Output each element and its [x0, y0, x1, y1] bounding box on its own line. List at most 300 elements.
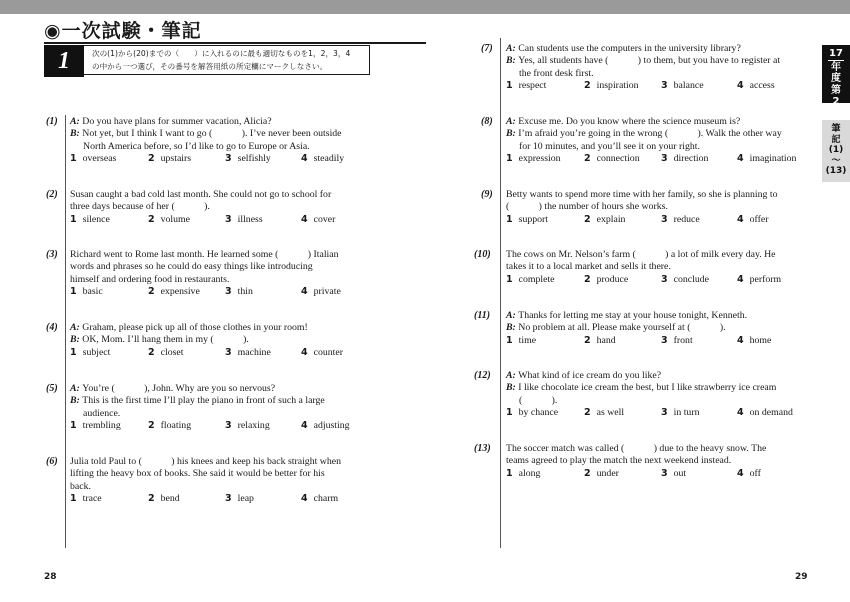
option-number: 2 — [584, 334, 591, 346]
option-number: 3 — [661, 467, 668, 479]
question-item — [506, 310, 808, 348]
question-item — [70, 383, 374, 433]
question-line — [506, 382, 808, 394]
option-number: 4 — [737, 334, 744, 346]
option-number: 3 — [661, 213, 668, 225]
option-text: home — [749, 334, 772, 346]
answer-option — [584, 274, 628, 286]
answer-option — [584, 407, 624, 419]
question-line — [70, 116, 374, 128]
page-number-left: 28 — [44, 572, 57, 582]
option-number: 2 — [148, 346, 155, 358]
option-text: direction — [673, 153, 709, 165]
answer-option — [70, 286, 103, 298]
instruction-box — [84, 45, 370, 75]
question-text: The cows on Mr. Nelson’s farm ( ) a lot of milk every day. He — [506, 249, 776, 260]
section-number: 1 — [44, 45, 84, 77]
question-line — [506, 68, 808, 80]
answer-option — [225, 347, 271, 359]
option-text: closet — [160, 346, 184, 358]
option-number: 4 — [737, 153, 744, 165]
option-text: in turn — [673, 407, 700, 419]
tab-char: 年 — [831, 61, 841, 73]
option-number: 4 — [301, 153, 308, 165]
question-text: I like chocolate ice cream the best, but I like strawberry ice cream — [518, 382, 777, 394]
option-number: 4 — [301, 346, 308, 358]
question-line — [70, 141, 374, 153]
option-number: 3 — [225, 346, 232, 358]
option-text: machine — [237, 346, 271, 358]
speaker-label: B: — [506, 322, 519, 334]
option-number: 1 — [70, 420, 77, 432]
answer-option — [301, 493, 338, 505]
question-text: Susan caught a bad cold last month. She could not go to school for — [70, 189, 332, 200]
option-number: 1 — [506, 334, 513, 346]
tab-char: (13) — [825, 166, 847, 176]
question-text: Do you have plans for summer vacation, Alicia? — [82, 116, 272, 127]
answer-option — [737, 274, 781, 286]
question-text: Yes, all students have ( ) to them, but you have to register at — [518, 55, 781, 67]
answer-option — [70, 420, 121, 432]
speaker-label: A: — [70, 322, 83, 333]
option-text: explain — [596, 213, 626, 225]
option-number: 4 — [737, 407, 744, 419]
option-number: 1 — [506, 407, 513, 419]
option-number: 3 — [225, 286, 232, 298]
option-number: 2 — [148, 493, 155, 505]
tab-char: 第 — [831, 84, 841, 96]
question-item — [506, 43, 808, 93]
question-text: takes it to a local market and sells it there. — [506, 261, 671, 273]
answer-option — [661, 274, 709, 286]
option-text: inspiration — [596, 80, 639, 92]
option-number: 2 — [584, 213, 591, 225]
question-line — [506, 116, 808, 128]
option-number: 1 — [506, 80, 513, 92]
tab-char: 回 — [831, 107, 841, 119]
question-item — [506, 249, 808, 287]
option-text: access — [749, 80, 775, 92]
option-text: imagination — [749, 153, 797, 165]
question-line — [506, 43, 808, 55]
option-number: 3 — [661, 334, 668, 346]
option-text: bend — [160, 493, 180, 505]
question-number: (13) — [474, 443, 491, 454]
answer-options — [506, 153, 808, 166]
tab-char: 度 — [831, 73, 841, 84]
answer-option — [737, 335, 771, 347]
question-text: North America before, so I’d like to go to Europe or Asia. — [83, 140, 310, 152]
answer-option — [301, 347, 343, 359]
speaker-label: A: — [70, 383, 83, 394]
question-line — [506, 141, 808, 153]
question-text: teams agreed to play the match the next weekend instead. — [506, 455, 732, 467]
question-line — [506, 370, 808, 382]
question-item — [506, 370, 808, 420]
answer-option — [70, 153, 116, 165]
question-line — [506, 310, 808, 322]
option-number: 4 — [737, 273, 744, 285]
question-line — [506, 128, 808, 140]
answer-option — [301, 420, 350, 432]
question-line — [70, 408, 374, 420]
question-line — [70, 456, 374, 468]
instruction-line-1: 次の(1)から(20)までの（ ）に入れるのに最も適切なものを1，2，3，4 — [92, 49, 351, 58]
option-text: trace — [82, 493, 102, 505]
option-text: balance — [673, 80, 704, 92]
question-item — [70, 456, 374, 506]
option-text: upstairs — [160, 153, 192, 165]
question-item — [70, 249, 374, 299]
option-number: 3 — [225, 493, 232, 505]
question-line — [506, 455, 808, 467]
answer-options — [70, 214, 374, 227]
option-number: 1 — [70, 286, 77, 298]
question-line — [506, 249, 808, 261]
question-number: (10) — [474, 249, 491, 260]
option-text: private — [313, 286, 341, 298]
answer-option — [506, 407, 558, 419]
question-item — [506, 116, 808, 166]
option-number: 3 — [225, 420, 232, 432]
question-line — [506, 395, 808, 407]
answer-option — [301, 286, 341, 298]
question-number: (6) — [46, 456, 58, 467]
answer-option — [584, 80, 639, 92]
speaker-label: B: — [506, 55, 519, 67]
option-text: relaxing — [237, 420, 270, 432]
answer-option — [148, 420, 191, 432]
right-column-rule — [500, 38, 501, 548]
tab-char: (1) — [828, 145, 844, 155]
option-number: 4 — [301, 420, 308, 432]
option-text: silence — [82, 213, 110, 225]
question-line — [70, 322, 374, 334]
option-text: offer — [749, 213, 769, 225]
left-column-rule — [65, 115, 66, 548]
answer-option — [148, 286, 200, 298]
answer-option — [661, 214, 700, 226]
speaker-label: A: — [506, 310, 519, 321]
option-text: overseas — [82, 153, 117, 165]
question-line — [70, 468, 374, 480]
option-text: leap — [237, 493, 254, 505]
option-number: 3 — [661, 407, 668, 419]
question-number: (5) — [46, 383, 58, 394]
answer-option — [148, 214, 190, 226]
question-text: lifting the heavy box of books. She said it would be better for his — [70, 468, 325, 480]
option-text: reduce — [673, 213, 700, 225]
question-text: You’re ( ), John. Why are you so nervous? — [82, 383, 276, 394]
answer-option — [584, 468, 619, 480]
option-number: 1 — [506, 273, 513, 285]
question-line — [70, 261, 374, 273]
question-text: Betty wants to spend more time with her family, so she is planning to — [506, 189, 778, 200]
answer-options — [506, 407, 808, 420]
answer-option — [225, 493, 254, 505]
question-line — [506, 443, 808, 455]
question-number: (7) — [481, 43, 493, 54]
question-text: ( ). — [519, 394, 558, 406]
option-number: 1 — [70, 493, 77, 505]
question-text: Excuse me. Do you know where the science museum is? — [518, 116, 741, 127]
question-text: Julia told Paul to ( ) his knees and keep his back straight when — [70, 456, 341, 467]
question-number: (11) — [474, 310, 491, 321]
option-number: 4 — [737, 467, 744, 479]
option-number: 2 — [584, 80, 591, 92]
option-text: charm — [313, 493, 339, 505]
option-text: counter — [313, 346, 344, 358]
answer-option — [225, 420, 270, 432]
answer-option — [584, 335, 616, 347]
question-line — [506, 189, 808, 201]
option-text: respect — [518, 80, 547, 92]
option-number: 1 — [506, 213, 513, 225]
option-text: on demand — [749, 407, 793, 419]
page-number-right: 29 — [795, 572, 808, 582]
question-line — [506, 261, 808, 273]
option-text: perform — [749, 273, 782, 285]
option-text: by chance — [518, 407, 559, 419]
question-number: (1) — [46, 116, 58, 127]
tab-char: 記 — [831, 134, 841, 145]
option-number: 2 — [584, 467, 591, 479]
option-text: produce — [596, 273, 629, 285]
question-line — [70, 383, 374, 395]
tab-char: 2 — [832, 96, 840, 107]
answer-option — [506, 214, 548, 226]
answer-options — [506, 274, 808, 287]
option-text: volume — [160, 213, 191, 225]
question-line — [70, 334, 374, 346]
answer-options — [506, 335, 808, 348]
answer-option — [506, 153, 561, 165]
option-text: floating — [160, 420, 192, 432]
question-line — [70, 201, 374, 213]
option-number: 4 — [301, 213, 308, 225]
question-line — [70, 274, 374, 286]
option-text: expensive — [160, 286, 200, 298]
question-line — [70, 481, 374, 493]
answer-option — [737, 153, 796, 165]
answer-option — [70, 214, 110, 226]
option-number: 2 — [148, 213, 155, 225]
answer-option — [148, 347, 183, 359]
answer-option — [584, 153, 640, 165]
option-number: 2 — [148, 286, 155, 298]
option-text: selfishly — [237, 153, 271, 165]
question-line — [70, 249, 374, 261]
tab-char: 〜 — [831, 155, 841, 166]
question-number: (3) — [46, 249, 58, 260]
section-tab — [822, 120, 850, 182]
answer-options — [506, 214, 808, 227]
question-text: the front desk first. — [519, 67, 594, 79]
option-text: steadily — [313, 153, 345, 165]
option-text: basic — [82, 286, 103, 298]
option-number: 2 — [584, 407, 591, 419]
answer-option — [225, 286, 253, 298]
speaker-label: A: — [70, 116, 83, 127]
question-text: What kind of ice cream do you like? — [518, 370, 662, 381]
question-item — [506, 189, 808, 227]
answer-option — [148, 493, 180, 505]
option-number: 2 — [584, 273, 591, 285]
question-text: words and phrases so he could do easy things like introducing — [70, 261, 313, 273]
question-text: Can students use the computers in the university library? — [518, 43, 741, 54]
answer-option — [737, 214, 768, 226]
question-text: Not yet, but I think I want to go ( ). I’ve never been outside — [82, 128, 342, 140]
option-text: hand — [596, 334, 616, 346]
option-text: thin — [237, 286, 253, 298]
question-line — [70, 189, 374, 201]
speaker-label: A: — [506, 43, 519, 54]
answer-options — [70, 153, 374, 166]
question-text: Thanks for letting me stay at your house tonight, Kenneth. — [518, 310, 748, 321]
option-text: off — [749, 467, 761, 479]
question-text: Graham, please pick up all of those clothes in your room! — [82, 322, 308, 333]
speaker-label: B: — [506, 382, 519, 394]
question-text: himself and ordering food in restaurants. — [70, 273, 230, 285]
option-text: complete — [518, 273, 555, 285]
answer-options — [70, 347, 374, 360]
question-text: three days because of her ( ). — [70, 201, 210, 213]
answer-options — [70, 286, 374, 299]
option-number: 2 — [148, 153, 155, 165]
question-text: I’m afraid you’re going in the wrong ( ). Walk the other way — [518, 128, 782, 140]
question-item — [70, 116, 374, 166]
question-text: The soccer match was called ( ) due to the heavy snow. The — [506, 443, 767, 454]
answer-option — [148, 153, 191, 165]
answer-option — [506, 80, 546, 92]
option-text: under — [596, 467, 619, 479]
tab-char: 筆 — [831, 124, 841, 134]
question-item — [506, 443, 808, 481]
left-page — [0, 14, 425, 602]
option-number: 4 — [737, 213, 744, 225]
answer-option — [70, 347, 110, 359]
right-page — [425, 14, 850, 602]
option-number: 3 — [661, 80, 668, 92]
option-text: adjusting — [313, 420, 350, 432]
question-number: (4) — [46, 322, 58, 333]
answer-option — [225, 214, 263, 226]
speaker-label: B: — [70, 128, 83, 140]
option-text: illness — [237, 213, 263, 225]
speaker-label: B: — [70, 334, 83, 346]
speaker-label: B: — [70, 395, 83, 407]
speaker-label: A: — [506, 116, 519, 127]
answer-option — [737, 80, 775, 92]
question-number: (12) — [474, 370, 491, 381]
answer-option — [661, 335, 693, 347]
question-line — [70, 128, 374, 140]
year-tab — [822, 45, 850, 119]
question-text: No problem at all. Please make yourself at ( ). — [518, 322, 726, 334]
question-number: (9) — [481, 189, 493, 200]
question-text: for 10 minutes, and you’ll see it on your right. — [519, 140, 700, 152]
option-number: 1 — [70, 346, 77, 358]
answer-option — [661, 407, 699, 419]
option-number: 1 — [70, 213, 77, 225]
answer-option — [661, 153, 708, 165]
option-text: subject — [82, 346, 111, 358]
answer-option — [506, 274, 555, 286]
option-text: out — [673, 467, 687, 479]
option-number: 4 — [737, 80, 744, 92]
answer-option — [737, 468, 761, 480]
option-number: 3 — [661, 273, 668, 285]
answer-options — [506, 80, 808, 93]
answer-options — [506, 468, 808, 481]
answer-option — [506, 468, 540, 480]
question-text: audience. — [83, 407, 121, 419]
speaker-label: B: — [506, 128, 519, 140]
option-text: support — [518, 213, 549, 225]
option-number: 2 — [584, 153, 591, 165]
title-underline — [44, 42, 426, 44]
answer-option — [301, 153, 344, 165]
option-text: conclude — [673, 273, 709, 285]
question-text: back. — [70, 480, 91, 492]
answer-option — [301, 214, 335, 226]
answer-option — [584, 214, 625, 226]
answer-option — [225, 153, 271, 165]
question-item — [70, 189, 374, 227]
answer-option — [506, 335, 536, 347]
question-number: (8) — [481, 116, 493, 127]
answer-options — [70, 420, 374, 433]
speaker-label: A: — [506, 370, 519, 381]
option-text: front — [673, 334, 693, 346]
answer-option — [661, 80, 704, 92]
answer-option — [661, 468, 686, 480]
answer-option — [737, 407, 793, 419]
option-number: 3 — [225, 213, 232, 225]
question-text: This is the first time I’ll play the piano in front of such a large — [82, 395, 325, 407]
top-band — [0, 0, 850, 14]
question-text: Richard went to Rome last month. He learned some ( ) Italian — [70, 249, 339, 260]
question-text: ( ) the number of hours she works. — [506, 201, 668, 213]
answer-options — [70, 493, 374, 506]
page-title: ◉一次試験・筆記 — [44, 20, 202, 42]
question-line — [506, 55, 808, 67]
question-line — [506, 322, 808, 334]
option-number: 1 — [506, 467, 513, 479]
option-number: 4 — [301, 493, 308, 505]
option-number: 2 — [148, 420, 155, 432]
option-number: 1 — [506, 153, 513, 165]
question-line — [70, 395, 374, 407]
option-number: 3 — [225, 153, 232, 165]
question-item — [70, 322, 374, 360]
option-number: 3 — [661, 153, 668, 165]
option-text: trembling — [82, 420, 121, 432]
option-text: time — [518, 334, 537, 346]
question-text: OK, Mom. I’ll hang them in my ( ). — [82, 334, 249, 346]
question-line — [506, 201, 808, 213]
option-number: 4 — [301, 286, 308, 298]
option-text: connection — [596, 153, 640, 165]
option-text: expression — [518, 153, 561, 165]
option-text: as well — [596, 407, 625, 419]
instruction-line-2: の中から一つ選び，その番号を解答用紙の所定欄にマークしなさい。 — [92, 62, 328, 71]
option-text: along — [518, 467, 541, 479]
option-text: cover — [313, 213, 336, 225]
answer-option — [70, 493, 102, 505]
option-number: 1 — [70, 153, 77, 165]
question-number: (2) — [46, 189, 58, 200]
